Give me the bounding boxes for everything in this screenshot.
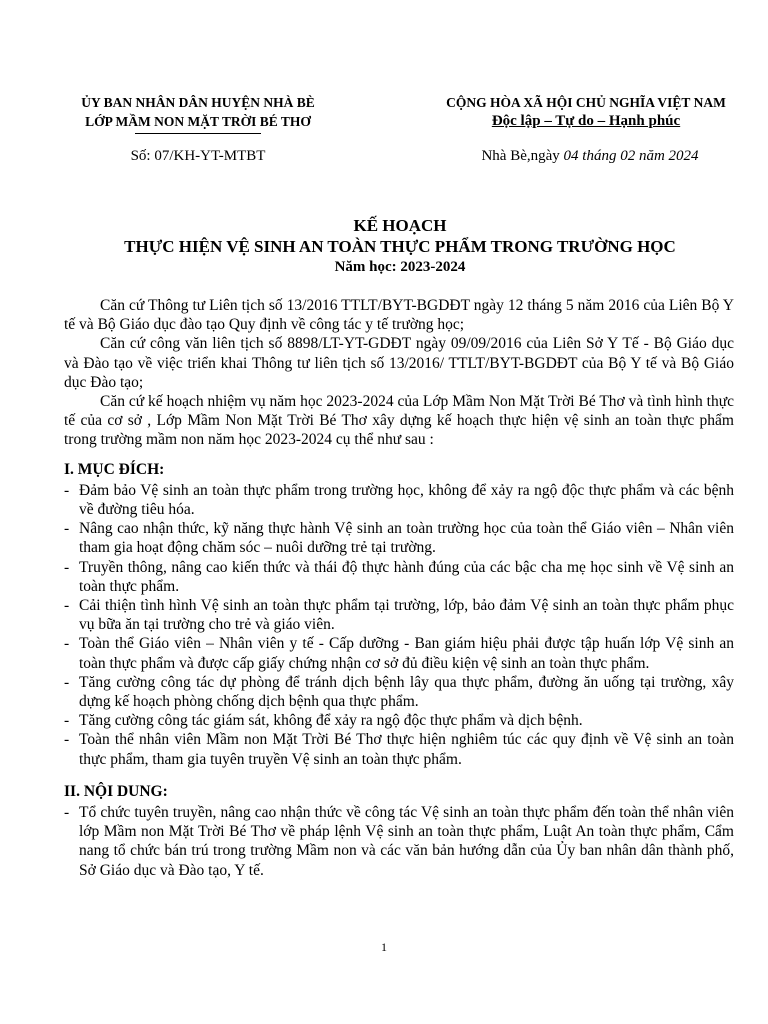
section-heading: I. MỤC ĐÍCH: — [64, 460, 165, 478]
title-school-year: Năm học: 2023-2024 — [334, 259, 466, 275]
page-number: 1 — [381, 940, 387, 954]
date-text: 04 tháng 02 năm 2024 — [563, 148, 699, 164]
list-item: - Truyền thông, nâng cao kiến thức và thái độ thực hành đúng của các bậc cha mẹ học sinh về Vệ sinh an toàn thực phẩm. — [64, 558, 734, 596]
document-title — [40, 215, 760, 278]
national-motto — [436, 93, 736, 131]
intro-paragraph: Căn cứ công văn liên tịch số 8898/LT-YT-GDĐT ngày 09/09/2016 của Liên Sở Y Tế - Bộ Giáo dục và Đào tạo về việc triển khai Thông tư liên tịch số 13/2016/ TTLT/BYT-BGDĐT của Bộ Y tế và Bộ Giáo dục Đào tạo; — [64, 335, 734, 391]
list-item: - Tổ chức tuyên truyền, nâng cao nhận thức về công tác Vệ sinh an toàn thực phẩm đến toàn thể nhân viên lớp Mầm non Mặt Trời Bé Thơ về pháp lệnh Vệ sinh an toàn thực phẩm, Luật An toàn thực phẩm, Cẩm nang tổ chức bán trú trong trường Mầm non và các văn bản hướng dẫn của Ủy ban nhân dân thành phố, Sở Giáo dục và Đào tạo, Y tế. — [64, 803, 734, 880]
intro-paragraph: Căn cứ Thông tư Liên tịch số 13/2016 TTLT/BYT-BGDĐT ngày 12 tháng 5 năm 2016 của Liên Bộ Y tế và Bộ Giáo dục đào tạo Quy định về công tác y tế trường học; — [64, 297, 734, 334]
issuing-authority — [48, 93, 348, 134]
document-body — [64, 296, 734, 880]
list-item: - Toàn thể Giáo viên – Nhân viên y tế - Cấp dưỡng - Ban giám hiệu phải được tập huấn lớp Vệ sinh an toàn thực phẩm và được cấp giấy chứng nhận cơ sở đủ điều kiện vệ sinh an toàn thực phẩm. — [64, 634, 734, 672]
place-text: Nhà Bè,ngày — [481, 148, 564, 164]
list-item: - Toàn thể nhân viên Mầm non Mặt Trời Bé Thơ thực hiện nghiêm túc các quy định về Vệ sinh an toàn thực phẩm, tham gia tuyên truyền Vệ sinh an toàn thực phẩm. — [64, 730, 734, 768]
list-item: - Tăng cường công tác giám sát, không để xảy ra ngộ độc thực phẩm và dịch bệnh. — [64, 711, 734, 730]
authority-line-1: ỦY BAN NHÂN DÂN HUYỆN NHÀ BÈ — [81, 95, 315, 110]
header-divider — [135, 133, 261, 134]
intro-paragraph: Căn cứ kế hoạch nhiệm vụ năm học 2023-2024 của Lớp Mầm Non Mặt Trời Bé Thơ và tình hình thực tế của cơ sở , Lớp Mầm Non Mặt Trời Bé Thơ xây dựng kế hoạch thực hiện vệ sinh an toàn thực phẩm trong trường mầm non năm học 2023-2024 cụ thể như sau : — [64, 393, 734, 449]
list-item: - Nâng cao nhận thức, kỹ năng thực hành Vệ sinh an toàn trường học của toàn thể Giáo viên – Nhân viên tham gia hoạt động chăm sóc – nuôi dưỡng trẻ tại trường. — [64, 519, 734, 557]
place-and-date — [440, 148, 740, 165]
title-line-2: THỰC HIỆN VỆ SINH AN TOÀN THỰC PHẨM TRONG TRƯỜNG HỌC — [124, 237, 676, 256]
motto-text: Độc lập – Tự do – Hạnh phúc — [491, 113, 681, 129]
title-line-1: KẾ HOẠCH — [353, 216, 447, 235]
authority-line-2: LỚP MẦM NON MẶT TRỜI BÉ THƠ — [85, 114, 311, 129]
content-list — [64, 803, 734, 880]
country-name: CỘNG HÒA XÃ HỘI CHỦ NGHĨA VIỆT NAM — [446, 95, 726, 110]
document-number: Số: 07/KH-YT-MTBT — [130, 148, 266, 164]
section-heading: II. NỘI DUNG: — [64, 782, 168, 800]
purpose-list — [64, 481, 734, 769]
list-item: - Cải thiện tình hình Vệ sinh an toàn thực phẩm tại trường, lớp, bảo đảm Vệ sinh an toàn thực phẩm phục vụ bữa ăn tại trường cho trẻ và giáo viên. — [64, 596, 734, 634]
list-item: - Tăng cường công tác dự phòng để tránh dịch bệnh lây qua thực phẩm, đường ăn uống tại trường, xây dựng kế hoạch phòng chống dịch bệnh qua thực phẩm. — [64, 673, 734, 711]
list-item: - Đảm bảo Vệ sinh an toàn thực phẩm trong trường học, không để xảy ra ngộ độc thực phẩm và các bệnh về đường tiêu hóa. — [64, 481, 734, 519]
